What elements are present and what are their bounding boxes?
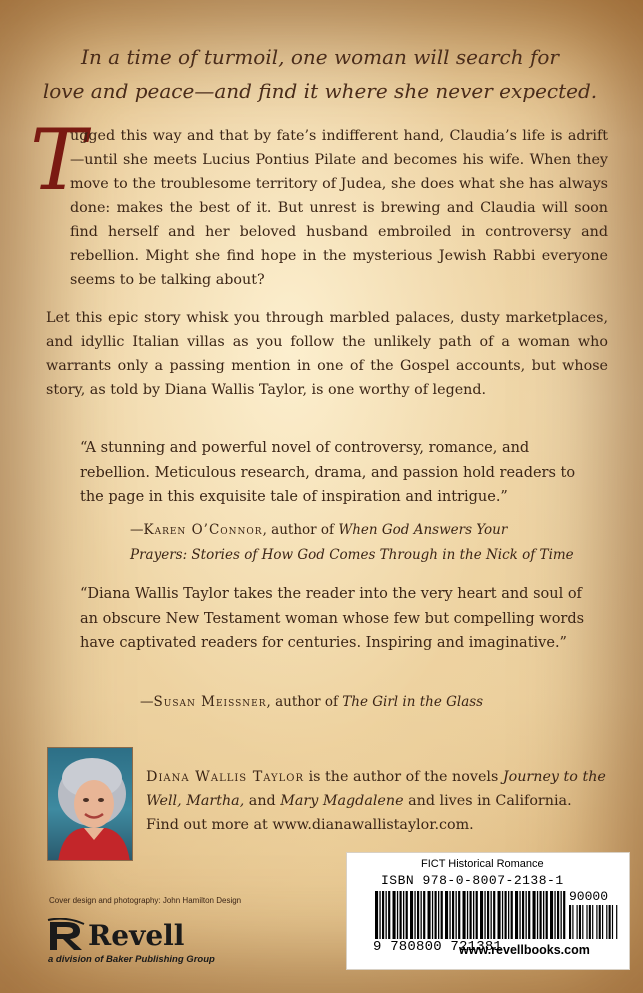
barcode-bar [592, 905, 593, 939]
barcode-bar [476, 891, 478, 939]
barcode-bar [561, 891, 562, 939]
barcode-bar [589, 905, 591, 939]
barcode-bar [480, 891, 483, 939]
barcode-bar [458, 891, 460, 939]
attribution-dash: — [130, 522, 144, 538]
author-of-text: , author of [262, 522, 339, 538]
barcode-bar [612, 905, 613, 939]
barcode-bar [511, 891, 513, 939]
endorser-book-title: When God Answers Your [338, 522, 508, 538]
barcode-bar [417, 891, 419, 939]
barcode-bar [519, 891, 520, 939]
endorsement-attribution-2 [140, 690, 610, 715]
barcode-bar [432, 891, 433, 939]
bio-text: and lives in California. Find out more at www.dianawallistaylor.com. [146, 793, 572, 833]
barcode-bar [528, 891, 530, 939]
publisher-website: www.revellbooks.com [459, 943, 590, 957]
barcode-bar [423, 891, 425, 939]
barcode-bar [441, 891, 443, 939]
endorser-name: Karen O’Connor [143, 522, 263, 538]
endorser-book-title-cont: Prayers: Stories of How God Comes Through in the Nick of Time [130, 546, 574, 563]
barcode-bar [522, 891, 524, 939]
barcode-digits: 9 780800 721381 [373, 939, 503, 955]
barcode-bar [543, 891, 544, 939]
author-name: Diana Wallis Taylor [146, 769, 305, 785]
barcode-bar [537, 891, 538, 939]
price-code: 90000 [569, 889, 609, 904]
barcode-bar [410, 891, 413, 939]
bio-book-title-2: Martha, [186, 793, 245, 809]
barcode-bar [599, 905, 601, 939]
barcode-bar [484, 891, 485, 939]
author-portrait-illustration [48, 748, 133, 861]
endorser-name: Susan Meissner [153, 694, 267, 710]
barcode-bar [572, 905, 573, 939]
barcode-bar [554, 891, 555, 939]
barcode-bar [445, 891, 448, 939]
endorsement-quote-2: “Diana Wallis Taylor takes the reader into the very heart and soul of an obscure New Testament woman whose few but compelling words have captivated readers for centuries. Inspiring and imaginative.” [80, 586, 585, 651]
barcode-bar [526, 891, 527, 939]
barcode-bar [540, 891, 542, 939]
barcode-bar [438, 891, 439, 939]
barcode-bar [533, 891, 536, 939]
endorsement-attribution-1 [130, 518, 610, 567]
barcode-bar [397, 891, 398, 939]
barcode-bar [393, 891, 396, 939]
barcode-bar [379, 891, 380, 939]
endorsement-quote-1: “A stunning and powerful novel of controversy, romance, and rebellion. Meticulous research, drama, and passion hold readers to the page in this exquisite tale of inspiration and intrigue.” [80, 440, 576, 505]
barcode-bar [386, 891, 387, 939]
barcode-panel [346, 852, 630, 970]
barcode-bar [435, 891, 437, 939]
barcode-bar [456, 891, 457, 939]
barcode-bar [577, 905, 578, 939]
barcode-bar [375, 891, 378, 939]
cover-credit: Cover design and photography: John Hamilton Design [49, 896, 242, 905]
description-paragraph-2: Let this epic story whisk you through marbled palaces, dusty marketplaces, and idyllic Italian villas as you follow the unlikely path of a woman who warrants only a passing mention in one of the Gospel accounts, but whose story, as told by Diana Wallis Taylor, is one worthy of legend. [46, 310, 608, 398]
bio-text: is the author of the novels [304, 769, 503, 785]
barcode-bar [421, 891, 422, 939]
author-of-text: , author of [266, 694, 343, 710]
barcode-bar [487, 891, 489, 939]
bio-text: and [244, 793, 281, 809]
barcode-bar [515, 891, 518, 939]
barcode-bar [563, 891, 565, 939]
barcode-bar [400, 891, 402, 939]
barcode-bar [602, 905, 603, 939]
publisher-division: a division of Baker Publishing Group [48, 954, 215, 965]
barcode-bar [452, 891, 454, 939]
barcode-bar [616, 905, 617, 939]
barcode-bar [388, 891, 390, 939]
tagline [40, 40, 600, 108]
barcode-bar [557, 891, 559, 939]
barcode-bar [449, 891, 450, 939]
author-bio [146, 765, 608, 837]
author-photo [47, 747, 133, 861]
isbn-text: ISBN 978-0-8007-2138-1 [381, 873, 564, 888]
barcode-bar [414, 891, 415, 939]
barcode-bar [579, 905, 581, 939]
attribution-dash: — [140, 694, 154, 710]
barcode-bar [569, 905, 571, 939]
barcode-bar [502, 891, 503, 939]
barcode-bar [406, 891, 408, 939]
barcode-bar [606, 905, 607, 939]
barcode-bar [493, 891, 495, 939]
barcode-bar [382, 891, 384, 939]
tagline-line-1: In a time of turmoil, one woman will search for [81, 45, 559, 69]
barcode-bar [498, 891, 501, 939]
barcode-bar [508, 891, 509, 939]
barcode-bar [403, 891, 404, 939]
tagline-line-2: love and peace—and find it where she never expected. [42, 79, 598, 103]
endorser-book-title: The Girl in the Glass [342, 694, 484, 710]
bio-book-title-1: Journey to the Well, [146, 769, 606, 809]
publisher-logo [46, 918, 266, 968]
barcode-bar [582, 905, 583, 939]
bio-book-title-3: Mary Magdalene [280, 793, 404, 809]
drop-cap: T [30, 111, 87, 209]
barcode-bar [505, 891, 507, 939]
description-paragraph-1: ugged this way and that by fate’s indifferent hand, Claudia’s life is adrift—until she meets Lucius Pontius Pilate and becomes his wife. When they move to the troublesome territory of Judea, she does what she has always done: makes the best of it. But unrest is brewing and Claudia will soon find herself and her beloved husband embroiled in controversy and rebellion. Might she find hope in the mysterious Jewish Rabbi everyone seems to be talking about? [70, 128, 608, 288]
barcode-bar [467, 891, 468, 939]
barcode-bar [470, 891, 472, 939]
barcode-bar [473, 891, 474, 939]
barcode-bar [428, 891, 431, 939]
barcode-bar [586, 905, 587, 939]
barcode-bar [491, 891, 492, 939]
barcode-bar [550, 891, 553, 939]
genre-label: FICT Historical Romance [421, 858, 544, 870]
barcode-bar [609, 905, 611, 939]
barcode-bar [463, 891, 466, 939]
barcode-bar [546, 891, 548, 939]
revell-r-icon [46, 918, 86, 952]
barcode-bar [596, 905, 597, 939]
publisher-name: Revell [88, 919, 185, 952]
